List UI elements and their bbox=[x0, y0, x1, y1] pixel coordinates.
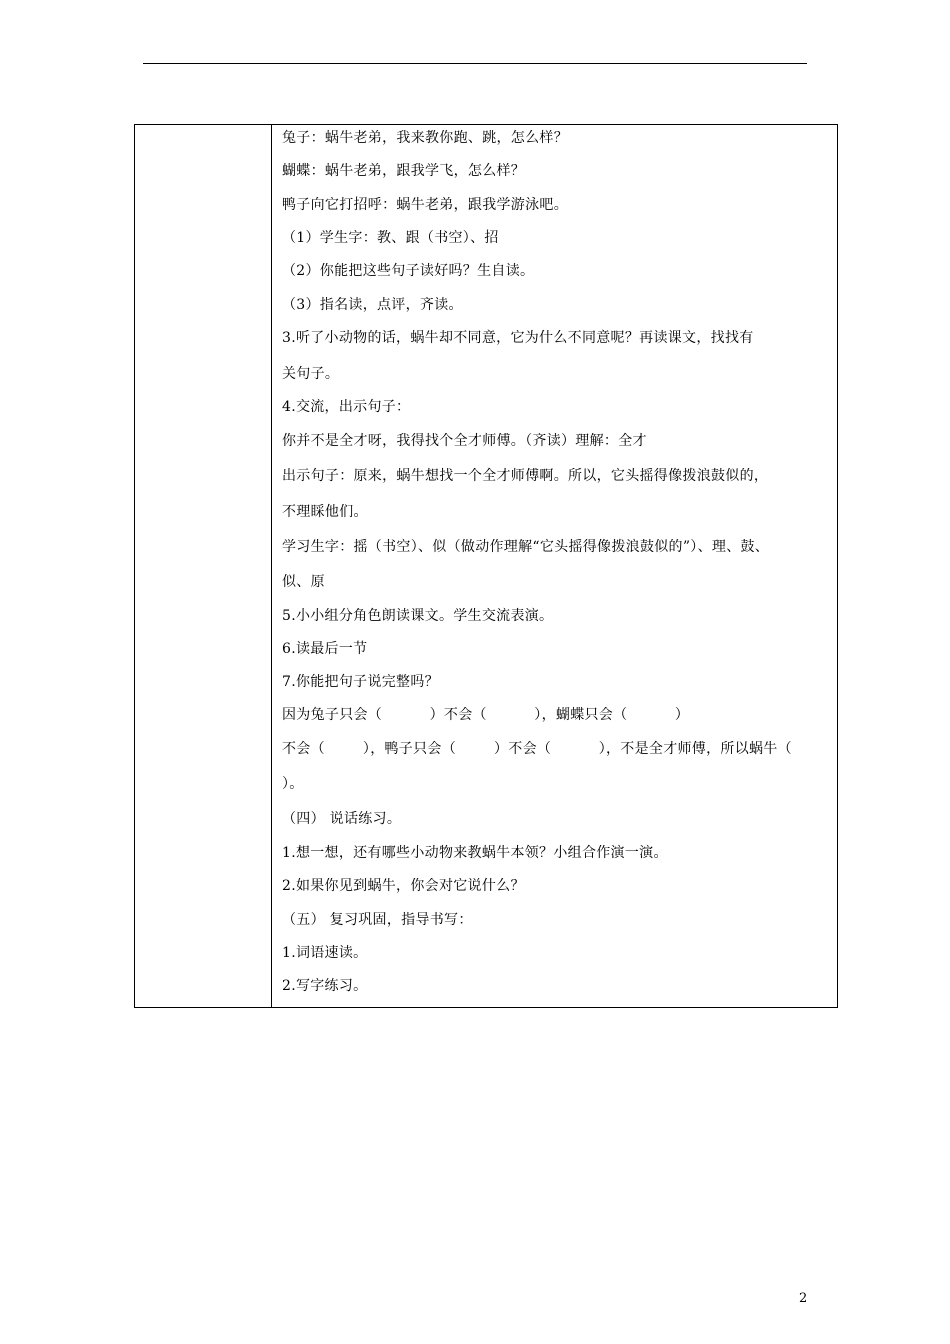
text-line: 似、原 bbox=[282, 574, 325, 590]
lesson-table bbox=[134, 124, 838, 1008]
text-line: 鸭子向它打招呼：蜗牛老弟，跟我学游泳吧。 bbox=[282, 197, 568, 213]
text-line: 7.你能把句子说完整吗？ bbox=[282, 674, 439, 690]
text-line: （四） 说话练习。 bbox=[282, 811, 402, 827]
text-line: 因为兔子只会（ ）不会（ ），蝴蝶只会（ ） bbox=[282, 707, 690, 723]
text-line: 1.词语速读。 bbox=[282, 945, 368, 961]
text-line: （1）学生字：教、跟（书空）、招 bbox=[282, 230, 499, 246]
text-line: 2.如果你见到蜗牛，你会对它说什么？ bbox=[282, 878, 525, 894]
text-line: 你并不是全才呀，我得找个全才师傅。（齐读）理解：全才 bbox=[282, 433, 647, 449]
text-line: 关句子。 bbox=[282, 366, 340, 382]
text-line: （3）指名读，点评，齐读。 bbox=[282, 297, 463, 313]
page-number: 2 bbox=[799, 1291, 808, 1306]
text-line: 2.写字练习。 bbox=[282, 978, 368, 994]
header-rule bbox=[143, 63, 807, 64]
text-line: ）。 bbox=[282, 776, 304, 792]
text-line: 5.小小组分角色朗读课文。学生交流表演。 bbox=[282, 608, 554, 624]
text-line: 学习生字：摇（书空）、似（做动作理解“它头摇得像拨浪鼓似的”）、理、鼓、 bbox=[282, 539, 770, 555]
text-line: 不会（ ），鸭子只会（ ）不会（ ），不是全才师傅，所以蜗牛（ bbox=[282, 741, 792, 757]
text-line: 1.想一想，还有哪些小动物来教蜗牛本领？小组合作演一演。 bbox=[282, 845, 668, 861]
text-line: （2）你能把这些句子读好吗？生自读。 bbox=[282, 263, 535, 279]
table-right-cell bbox=[272, 125, 837, 1007]
text-line: 不理睬他们。 bbox=[282, 504, 368, 520]
text-line: 蝴蝶：蜗牛老弟，跟我学飞，怎么样？ bbox=[282, 163, 526, 179]
text-line: 3.听了小动物的话，蜗牛却不同意，它为什么不同意呢？再读课文，找找有 bbox=[282, 330, 754, 346]
text-line: 兔子：蜗牛老弟，我来教你跑、跳，怎么样？ bbox=[282, 130, 568, 146]
table-left-cell bbox=[135, 125, 272, 1007]
text-line: 出示句子：原来，蜗牛想找一个全才师傅啊。所以，它头摇得像拨浪鼓似的， bbox=[282, 468, 769, 484]
text-line: 4.交流，出示句子： bbox=[282, 399, 411, 415]
text-line: 6.读最后一节 bbox=[282, 641, 368, 657]
text-line: （五） 复习巩固，指导书写： bbox=[282, 912, 473, 928]
